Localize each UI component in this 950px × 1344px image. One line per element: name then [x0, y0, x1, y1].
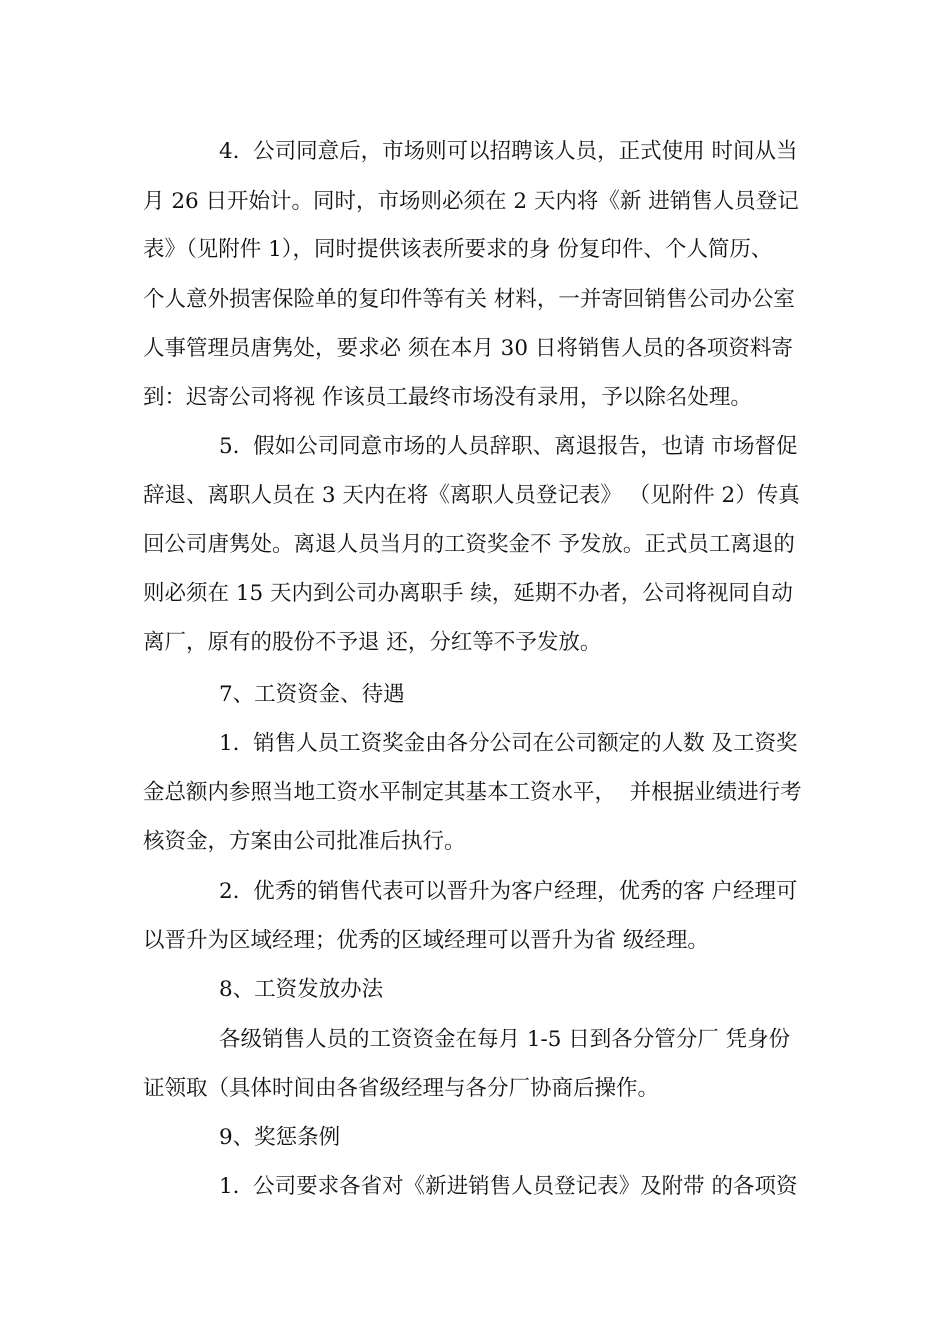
section-8-body-line-1: 各级销售人员的工资资金在每月 1-5 日到各分管分厂 凭身份: [219, 1027, 791, 1052]
paragraph-4-line-4: 个人意外损害保险单的复印件等有关 材料，一并寄回销售公司办公室: [143, 287, 795, 312]
section-7-item-2-line-2: 以晋升为区域经理；优秀的区域经理可以晋升为省 级经理。: [143, 928, 709, 953]
paragraph-4-line-2: 月 26 日开始计。同时，市场则必须在 2 天内将《新 进销售人员登记: [143, 189, 799, 214]
section-9-heading: 9、奖惩条例: [219, 1125, 341, 1150]
section-7-heading: 7、工资资金、待遇: [219, 682, 405, 707]
section-9-item-1-line-1: 1. 公司要求各省对《新进销售人员登记表》及附带 的各项资: [219, 1174, 798, 1199]
paragraph-5-line-5: 离厂，原有的股份不予退 还，分红等不予发放。: [143, 630, 602, 655]
section-7-item-2-line-1: 2. 优秀的销售代表可以晋升为客户经理，优秀的客 户经理可: [219, 879, 798, 904]
paragraph-5-line-2: 辞退、离职人员在 3 天内在将《离职人员登记表》 （见附件 2）传真: [143, 483, 800, 508]
paragraph-4-line-1: 4. 公司同意后，市场则可以招聘该人员，正式使用 时间从当: [219, 139, 798, 164]
paragraph-5-line-1: 5. 假如公司同意市场的人员辞职、离退报告，也请 市场督促: [219, 434, 798, 459]
paragraph-4-line-6: 到：迟寄公司将视 作该员工最终市场没有录用，予以除名处理。: [143, 385, 752, 410]
paragraph-5-line-3: 回公司唐隽处。离退人员当月的工资奖金不 予发放。正式员工离退的: [143, 532, 795, 557]
section-8-body-line-2: 证领取（具体时间由各省级经理与各分厂协商后操作。: [143, 1076, 660, 1101]
paragraph-5-line-4: 则必须在 15 天内到公司办离职手 续，延期不办者，公司将视同自动: [143, 581, 793, 606]
section-8-heading: 8、工资发放办法: [219, 977, 384, 1002]
section-7-item-1-line-3: 核资金，方案由公司批准后执行。: [143, 829, 466, 854]
section-7-item-1-line-2: 金总额内参照当地工资水平制定其基本工资水平， 并根据业绩进行考: [143, 780, 802, 805]
paragraph-4-line-3: 表》（见附件 1），同时提供该表所要求的身 份复印件、个人简历、: [143, 237, 773, 262]
paragraph-4-line-5: 人事管理员唐隽处，要求必 须在本月 30 日将销售人员的各项资料寄: [143, 336, 793, 361]
section-7-item-1-line-1: 1. 销售人员工资奖金由各分公司在公司额定的人数 及工资奖: [219, 731, 798, 756]
